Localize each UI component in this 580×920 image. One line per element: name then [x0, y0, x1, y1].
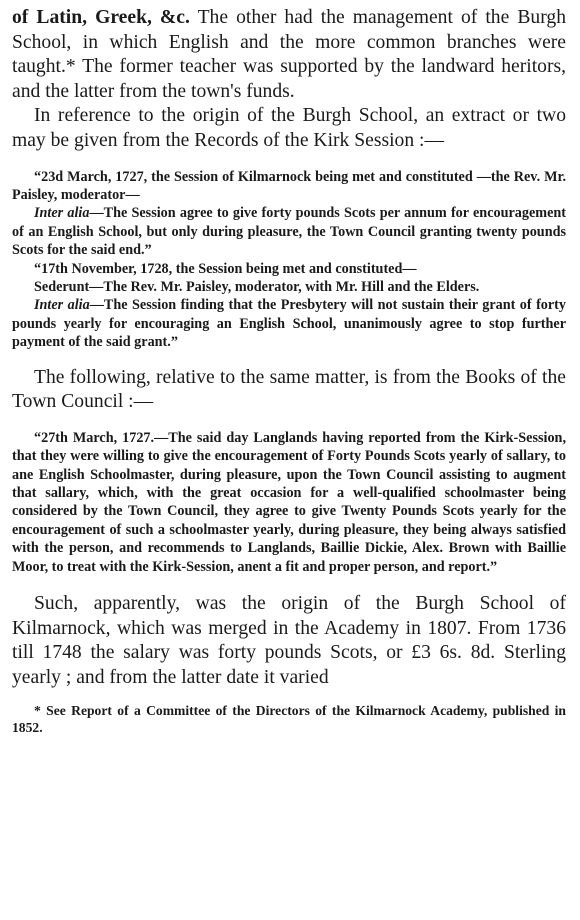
paragraph-1-lead: of Latin, Greek, &c. — [12, 7, 190, 28]
quote-1-inter-alia-2 — [12, 296, 566, 351]
footnote: * See Report of a Committee of the Directors of the Kilmarnock Academy, published in 1852. — [12, 703, 566, 736]
inter-alia-text-2: —The Session finding that the Presbytery will not sustain their grant of forty pounds yearly for encouraging an English School, unanimously agree to stop further payment of the said grant.” — [12, 297, 566, 351]
inter-alia-text-1: —The Session agree to give forty pounds Scots per annum for encouragement of an English School, but only during pleasure, the Town Council granting twenty pounds Scots for the said end.” — [12, 205, 566, 259]
quote-1-sederunt: Sederunt—The Rev. Mr. Paisley, moderator, with Mr. Hill and the Elders. — [34, 279, 480, 295]
paragraph-1-text: The other had the management of the Burgh School, in which English and the more common branches were taught.* The former teacher was supported by the landward heritors, and the latter from the town's funds. — [12, 7, 566, 102]
paragraph-3: The following, relative to the same matter, is from the Books of the Town Council :— — [12, 366, 566, 413]
quote-1-inter-alia-1 — [12, 204, 566, 259]
paragraph-1 — [12, 6, 566, 104]
quote-1-opening: “23d March, 1727, the Session of Kilmarnock being met and constituted —the Rev. Mr. Paisley, moderator— — [12, 168, 566, 203]
paragraph-4: Such, apparently, was the origin of the Burgh School of Kilmarnock, which was merged in the Academy in 1807. From 1736 till 1748 the salary was forty pounds Scots, or £3 6s. 8d. Sterling yearly ; and from the latter date it varied — [12, 593, 566, 688]
town-council-quote: “27th March, 1727.—The said day Langlands having reported from the Kirk-Session, that they were willing to give the encouragement of Forty Pounds Scots yearly of sallary, to ane English Schoolmaster, during pleasure, upon the Town Council assisting to augment that sallary, which, with the great occasion for a well-qualified schoolmaster being considered by the Town Council, they agree to give Twenty Pounds Scots yearly for the encouragement of such a schoolmaster yearly, during pleasure, they being always satisfied with the person, and recommends to Langlands, Baillie Dickie, Alex. Brown with Baillie Moor, to treat with the Kirk-Session, anent a fit and proper person, and report.” — [12, 429, 566, 575]
quote-1-second-date: “17th November, 1728, the Session being met and constituted— — [34, 260, 417, 277]
inter-alia-label-1: Inter alia — [34, 205, 90, 222]
document-page — [12, 6, 566, 736]
paragraph-2: In reference to the origin of the Burgh School, an extract or two may be given from the Records of the Kirk Session :— — [12, 105, 566, 151]
inter-alia-label-2: Inter alia — [34, 297, 90, 314]
kirk-session-quote — [12, 168, 566, 352]
